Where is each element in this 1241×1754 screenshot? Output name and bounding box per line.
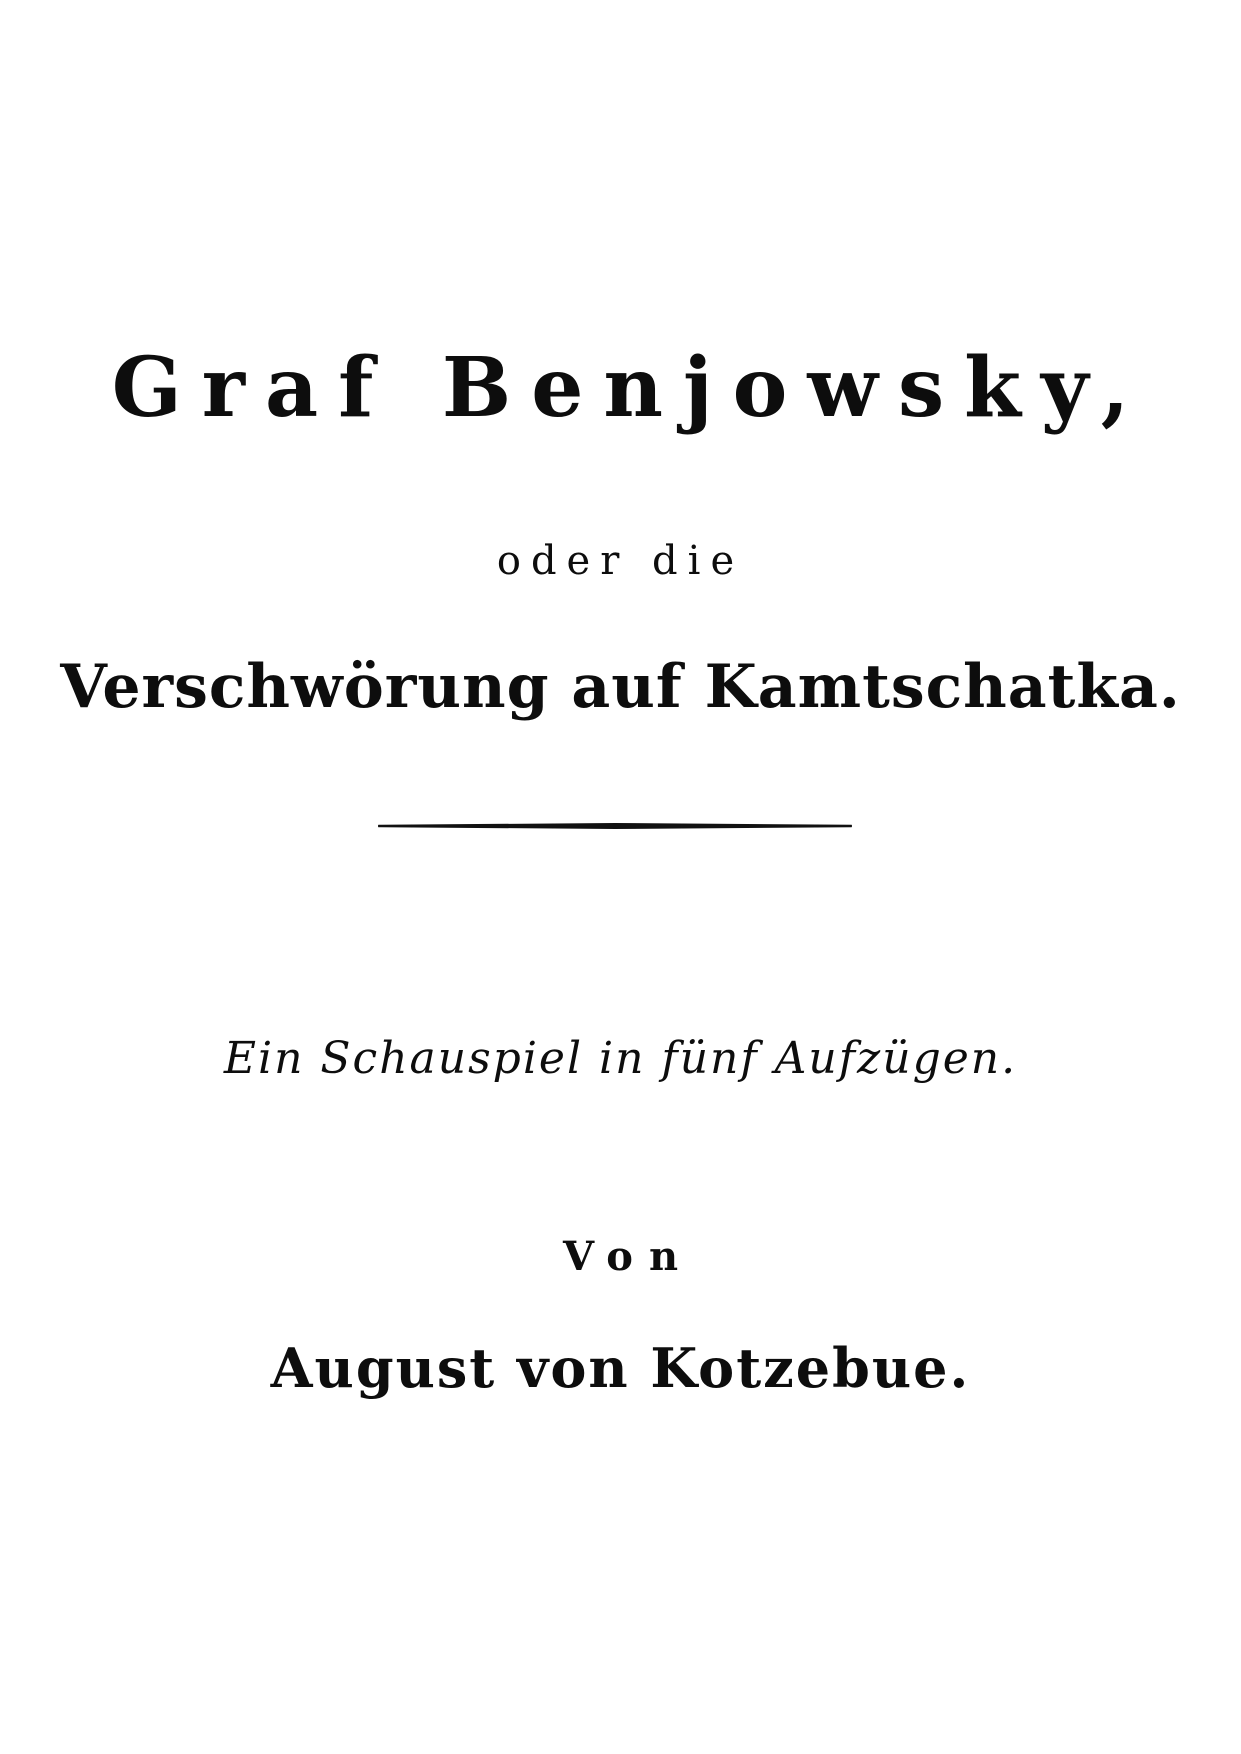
book-title: Graf Benjowsky,	[111, 340, 1150, 436]
book-subtitle: Verschwörung auf Kamtschatka.	[60, 652, 1181, 722]
genre-line: Ein Schauspiel in fünf Aufzügen.	[223, 1033, 1018, 1084]
title-connector: oder die	[496, 538, 745, 584]
author-name: August von Kotzebue.	[270, 1336, 971, 1400]
by-line: Von	[562, 1233, 695, 1280]
decorative-rule	[378, 823, 852, 829]
